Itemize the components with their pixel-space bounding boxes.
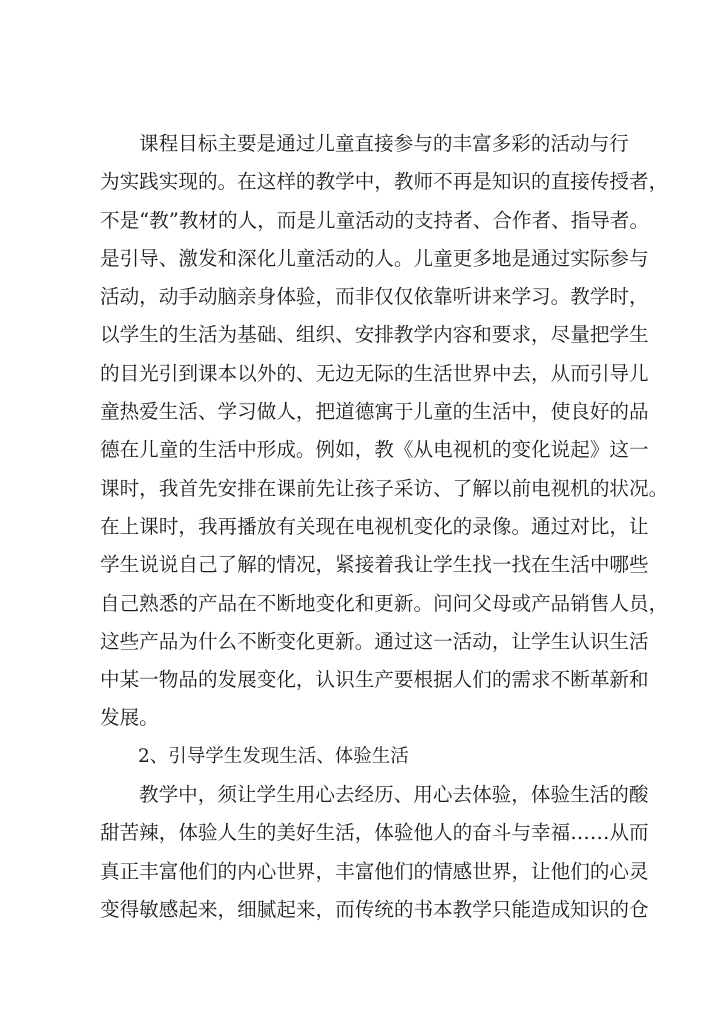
- paragraph-line: 以学生的生活为基础、组织、安排教学内容和要求，尽量把学生: [100, 323, 649, 347]
- paragraph-line: 不是“教”教材的人，而是儿童活动的支持者、合作者、指导者。: [100, 208, 650, 232]
- paragraph-line: 课时，我首先安排在课前先让孩子采访、了解以前电视机的状况。: [100, 476, 669, 500]
- paragraph-line: 为实践实现的。在这样的教学中，教师不再是知识的直接传授者，: [100, 170, 669, 194]
- paragraph-line: 课程目标主要是通过儿童直接参与的丰富多彩的活动与行: [139, 132, 629, 155]
- paragraph-line: 真正丰富他们的内心世界，丰富他们的情感世界，让他们的心灵: [100, 859, 649, 883]
- paragraph-line: 在上课时，我再播放有关现在电视机变化的录像。通过对比，让: [100, 514, 649, 538]
- paragraph-line: 是引导、激发和深化儿童活动的人。儿童更多地是通过实际参与: [100, 246, 649, 270]
- paragraph-line: 的目光引到课本以外的、无边无际的生活世界中去，从而引导儿: [100, 361, 649, 385]
- document-body: [100, 125, 669, 929]
- paragraph-line: 学生说说自己了解的情况，紧接着我让学生找一找在生活中哪些: [100, 553, 649, 577]
- paragraph-line: 甜苦辣，体验人生的美好生活，体验他人的奋斗与幸福……从而: [100, 821, 649, 845]
- section-heading: 2、引导学生发现生活、体验生活: [138, 745, 409, 767]
- paragraph-line: 变得敏感起来，细腻起来，而传统的书本教学只能造成知识的仓: [100, 897, 649, 921]
- paragraph-line: 童热爱生活、学习做人，把道德寓于儿童的生活中，使良好的品: [100, 400, 649, 424]
- paragraph-2: [100, 776, 649, 929]
- paragraph-line: 活动，动手动脑亲身体验，而非仅仅依靠听讲来学习。教学时，: [100, 285, 649, 309]
- paragraph-1: [100, 125, 669, 738]
- paragraph-line: 自己熟悉的产品在不断地变化和更新。问问父母或产品销售人员，: [100, 591, 669, 615]
- paragraph-line: 这些产品为什么不断变化更新。通过这一活动，让学生认识生活: [100, 629, 649, 653]
- paragraph-line: 德在儿童的生活中形成。例如，教《从电视机的变化说起》这一: [100, 438, 649, 462]
- paragraph-line: 发展。: [100, 706, 159, 730]
- paragraph-line: 教学中，须让学生用心去经历、用心去体验，体验生活的酸: [139, 783, 649, 807]
- paragraph-line: 中某一物品的发展变化，认识生产要根据人们的需求不断革新和: [100, 668, 649, 692]
